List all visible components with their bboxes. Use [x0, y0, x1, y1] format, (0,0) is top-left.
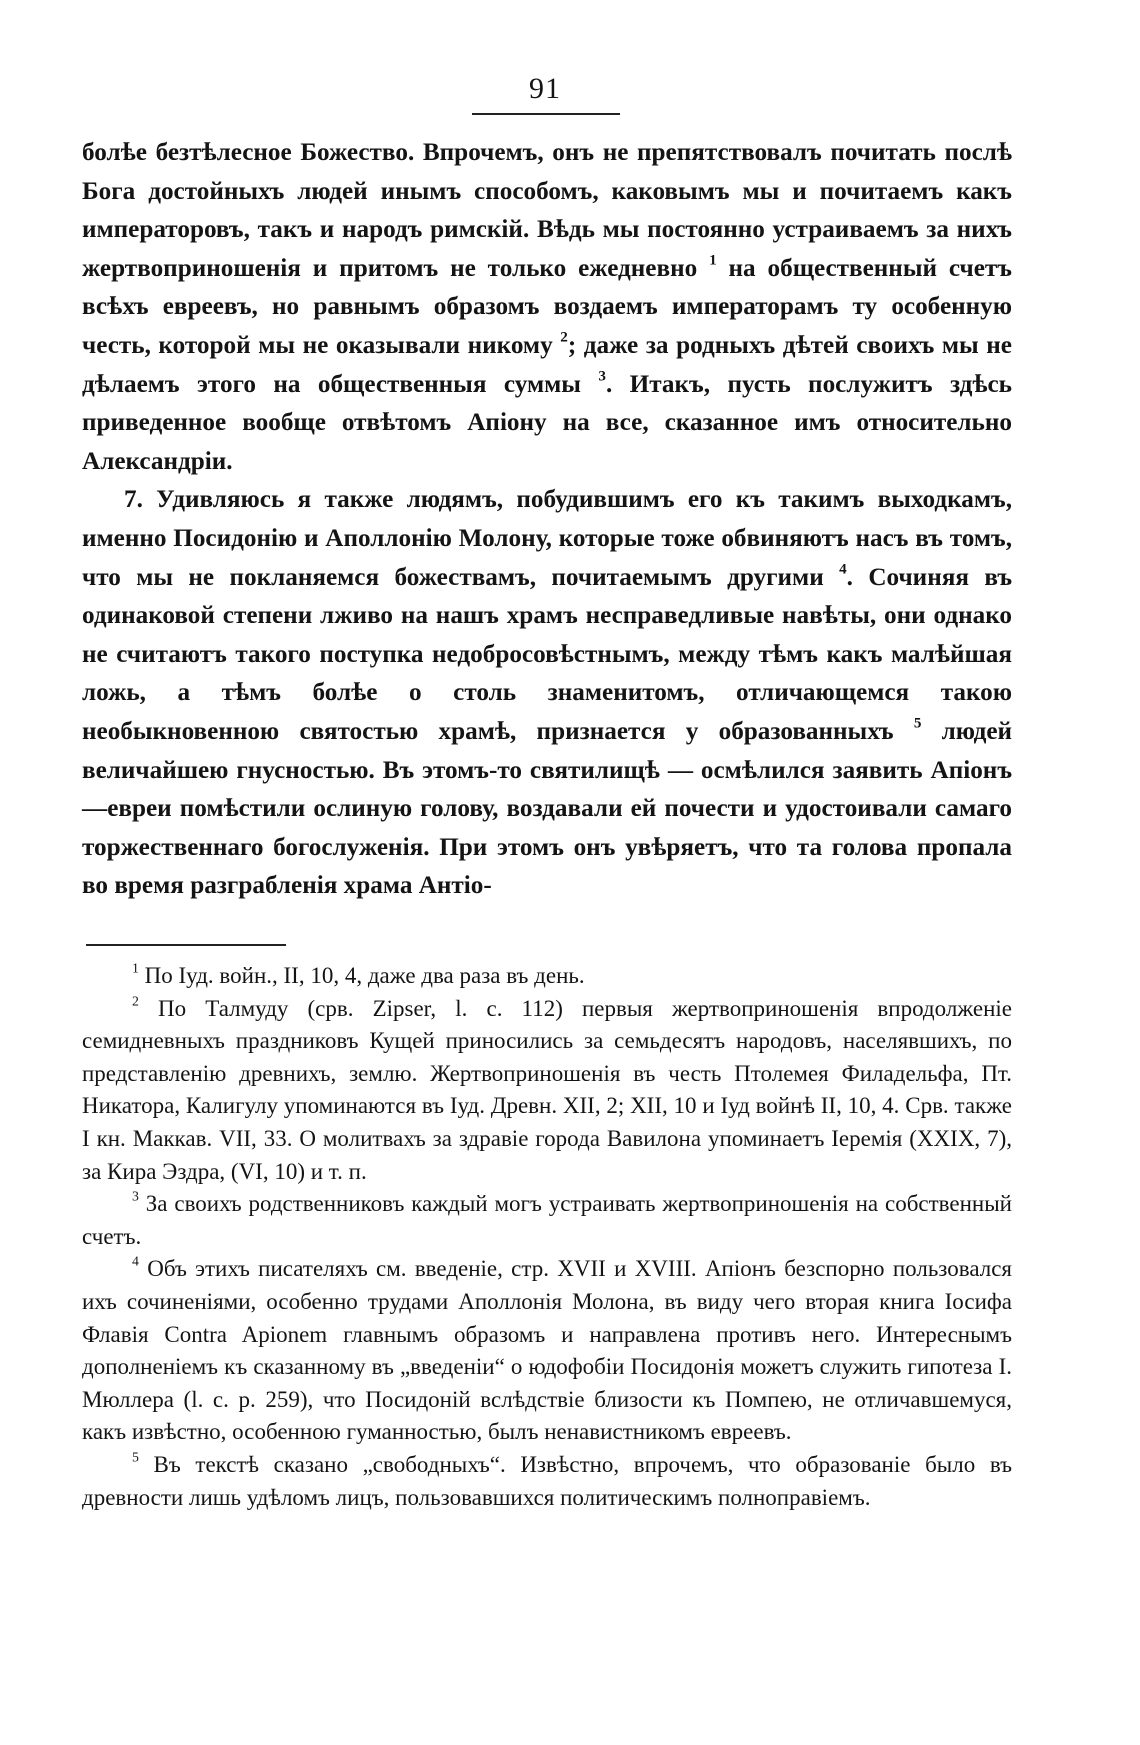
paragraph-text: болѣе безтѣлесное Божество. Впрочемъ, онъ не препятствовалъ почитать послѣ Бога достойныхъ людей инымъ способомъ, каковымъ мы и почитаемъ какъ императоровъ, такъ и народъ римскій. Вѣдь мы постоянно устраиваемъ за нихъ жертвоприношенія и притомъ не только ежедневно: [82, 139, 1012, 282]
page-number: 91: [529, 72, 561, 105]
paragraph-text: на общественный счетъ всѣхъ евреевъ, но равнымъ образомъ воздаемъ императорамъ ту особенную честь, которой мы не оказывали никому: [82, 254, 1012, 359]
footnote-number: 4: [132, 1254, 139, 1269]
footnote-text: По Іуд. войн., II, 10, 4, даже два раза въ день.: [144, 963, 585, 988]
footnote-ref[interactable]: 1: [709, 252, 717, 269]
paragraph-text: людей величайшею гнусностью. Въ этомъ-то святилищѣ — осмѣлился заявить Апіонъ—евреи помѣстили ослиную голову, воздавали ей почести и удостоивали самаго торжественнаго богослуженія. При этомъ онъ увѣряетъ, что та голова пропала во время разграбленія храма Антіо-: [82, 717, 1013, 900]
paragraph-2: [82, 481, 1012, 906]
footnote: [82, 960, 1012, 993]
footnote-ref[interactable]: 3: [598, 368, 606, 385]
footnote-number: 1: [132, 960, 139, 976]
footnote-ref[interactable]: 2: [560, 329, 568, 346]
footnote: [82, 993, 1012, 1189]
footnote-text: По Талмуду (срв. Zipser, l. c. 112) первыя жертвоприношенія впродолженіе семидневныхъ праздниковъ Кущей приносились за семьдесятъ народовъ, населявшихъ, по представленію древнихъ, землю. Жертвоприношенія въ честь Птолемея Филадельфа, Пт. Никатора, Калигулу упоминаются въ Іуд. Древн. XII, 2; XII, 10 и Іуд войнѣ II, 10, 4. Срв. также I кн. Маккав. VII, 33. О молитвахъ за здравіе города Вавилона упоминаетъ Іеремія (XXIX, 7), за Кира Эздра, (VI, 10) и т. п.: [82, 995, 1013, 1184]
footnote: [82, 1253, 1012, 1449]
footnotes-separator: [86, 944, 286, 946]
footnotes: [82, 960, 1012, 1514]
footnote-text: За своихъ родственниковъ каждый могъ устраивать жертвоприношенія на собственный счетъ.: [82, 1191, 1012, 1249]
paragraph-text: . Итакъ, пусть послужитъ здѣсь приведенное вообще отвѣтомъ Апіону на все, сказанное имъ относительно Александріи.: [82, 370, 1013, 475]
footnote-text: Въ текстѣ сказано „свободныхъ“. Извѣстно, впрочемъ, что образованіе было въ древности лишь удѣломъ лицъ, пользовавшихся политическимъ полноправіемъ.: [82, 1451, 1013, 1510]
page-number-rule: [472, 113, 620, 115]
footnote: [82, 1449, 1012, 1514]
footnote-number: 3: [132, 1188, 139, 1204]
paragraph-text: 7. Удивляюсь я также людямъ, побудившимъ его къ такимъ выходкамъ, именно Посидонію и Аполлонію Молону, которые тоже обвиняютъ насъ въ томъ, что мы не покланяемся божествамъ, почитаемымъ другими: [82, 486, 1012, 591]
footnote: [82, 1188, 1012, 1253]
paragraph-text: . Сочиняя въ одинаковой степени лживо на нашъ храмъ несправедливые навѣты, они однако не считаютъ такого поступка недобросовѣстнымъ, между тѣмъ какъ малѣйшая ложь, а тѣмъ болѣе о столь знаменитомъ, отличающемся такою необыкновенною святостью храмѣ, признается у образованныхъ: [82, 563, 1013, 745]
footnote-ref[interactable]: 4: [839, 561, 847, 578]
footnote-number: 2: [132, 993, 139, 1009]
paragraph-1: [82, 134, 1012, 481]
footnote-ref[interactable]: 5: [913, 715, 922, 732]
footnote-text: Объ этихъ писателяхъ см. введеніе, стр. XVII и XVIII. Апіонъ безспорно пользовался ихъ сочиненіями, особенно трудами Аполлонія Молона, въ виду чего вторая книга Іосифа Флавія Contra Apionem главнымъ образомъ и направлена противъ него. Интереснымъ дополненіемъ къ сказанному въ „введеніи“ о юдофобіи Посидонія можетъ служить гипотеза I. Мюллера (l. c. p. 259), что Посидоній вслѣдствіе близости къ Помпею, не отличавшемуся, какъ извѣстно, особенною гуманностью, былъ ненавистникомъ евреевъ.: [82, 1256, 1012, 1445]
paragraph-text: ; даже за родныхъ дѣтей своихъ мы не дѣлаемъ этого на общественныя суммы: [82, 331, 1012, 398]
main-text: [82, 134, 1012, 906]
footnote-number: 5: [132, 1449, 139, 1465]
